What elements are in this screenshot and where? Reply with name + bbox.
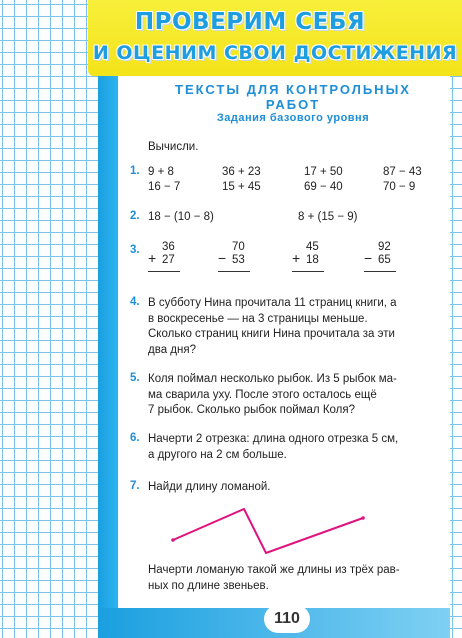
task7-follow-line: ных по длине звеньев.	[148, 579, 269, 592]
operator-sign: −	[218, 250, 227, 266]
grid-paper-right	[450, 0, 462, 638]
task5-line: 7 рыбок. Сколько рыбок поймал Коля?	[148, 404, 356, 416]
task2-expr1: 18 − (10 − 8)	[148, 211, 214, 223]
task1-expr: 15 + 45	[222, 181, 261, 193]
grid-paper-left	[0, 0, 98, 638]
operator-sign: +	[292, 250, 301, 266]
bottom-operand: 18	[306, 254, 319, 266]
broken-line-vertex	[171, 538, 175, 542]
task1-expr: 36 + 23	[222, 166, 261, 178]
bottom-operand: 53	[232, 254, 245, 266]
task7-follow-text	[148, 563, 444, 594]
top-operand: 36	[162, 241, 175, 253]
task6-line: а другого на 2 см больше.	[148, 448, 287, 461]
task7-text: Найди длину ломаной.	[148, 481, 271, 493]
result-line	[148, 271, 180, 272]
task4-number: 4.	[130, 296, 140, 308]
operator-sign: −	[364, 250, 373, 266]
task7-number: 7.	[130, 480, 140, 492]
task4-text	[148, 296, 444, 358]
task5-line: Коля поймал несколько рыбок. Из 5 рыбок ма-	[148, 373, 397, 385]
page-subtitle: Задания базового уровня	[216, 112, 370, 124]
task5-number: 5.	[130, 372, 140, 384]
operator-sign: +	[148, 250, 157, 266]
page-number: 110	[264, 605, 310, 633]
task4-line: в воскресенье — на 3 страницы меньше.	[148, 312, 368, 325]
task1-expr: 16 − 7	[148, 181, 181, 193]
task1-expr: 9 + 8	[148, 166, 174, 178]
task1-expr: 87 − 43	[383, 166, 422, 178]
task7-follow-line: Начерти ломаную такой же длины из трёх рав-	[148, 564, 400, 576]
task1-expr: 69 − 40	[304, 181, 343, 193]
intro-text: Вычисли.	[148, 141, 199, 153]
top-operand: 70	[232, 241, 245, 253]
section-banner	[88, 0, 462, 76]
top-operand: 45	[306, 241, 319, 253]
broken-line-vertex	[361, 516, 365, 520]
banner-title-line2: И ОЦЕНИМ СВОИ ДОСТИЖЕНИЯ	[92, 42, 458, 64]
bottom-operand: 27	[162, 254, 175, 266]
task4-line: В субботу Нина прочитала 11 страниц книги, а	[148, 297, 397, 309]
task3-number: 3.	[130, 244, 140, 256]
task5-line: ма сварила уху. После этого осталось ещё	[148, 388, 377, 401]
task1-expr: 70 − 9	[383, 181, 416, 193]
banner-title-line1: ПРОВЕРИМ СЕБЯ	[134, 9, 366, 35]
task5-text	[148, 372, 444, 419]
task2-expr2: 8 + (15 − 9)	[298, 211, 358, 223]
side-color-bar	[98, 0, 118, 638]
task6-line: Начерти 2 отрезка: длина одного отрезка 5 см,	[148, 433, 399, 445]
task6-text	[148, 432, 444, 463]
result-line	[292, 271, 324, 272]
task4-line: Сколько страниц книги Нина прочитала за эти	[148, 328, 395, 340]
bottom-operand: 65	[378, 254, 391, 266]
result-line	[218, 271, 250, 272]
top-operand: 92	[378, 241, 391, 253]
result-line	[364, 271, 396, 272]
task1-number: 1.	[130, 165, 140, 177]
broken-line-figure	[160, 500, 380, 564]
task6-number: 6.	[130, 432, 140, 444]
task1-expr: 17 + 50	[304, 166, 343, 178]
broken-line	[173, 509, 363, 553]
task4-line: два дня?	[148, 343, 196, 356]
page-title: ТЕКСТЫ ДЛЯ КОНТРОЛЬНЫХ РАБОТ	[175, 82, 411, 112]
task2-number: 2.	[130, 210, 140, 222]
